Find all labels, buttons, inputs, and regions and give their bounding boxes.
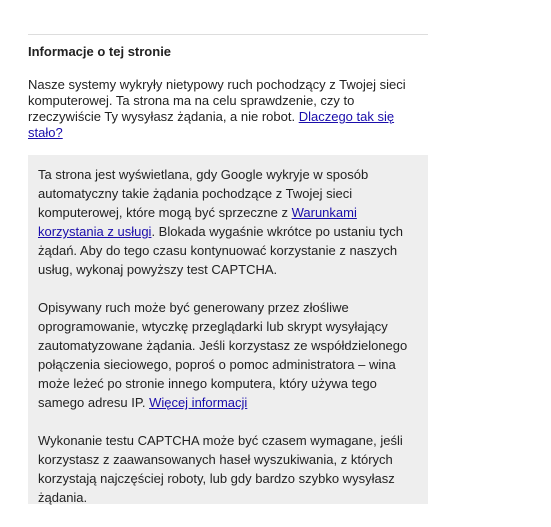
section-title: Informacje o tej stronie [28, 44, 172, 59]
intro-text: Nasze systemy wykryły nietypowy ruch pochodzący z Twojej sieci komputerowej. Ta strona ma na celu sprawdzenie, czy to rzeczywiście Ty wysyłasz żądania, a nie robot. [28, 77, 406, 124]
details-paragraph-1 [38, 165, 418, 279]
more-information-link[interactable]: Więcej informacji [149, 395, 248, 410]
details-paragraph-3: Wykonanie testu CAPTCHA może być czasem wymagane, jeśli korzystasz z zaawansowanych haseł wyszukiwania, z których korzystają najczęściej roboty, lub gdy bardzo szybko wysyłasz żądania. [38, 433, 403, 505]
terms-of-service-link[interactable]: Warunkami korzystania z usługi [38, 205, 357, 239]
divider [28, 34, 428, 35]
details-p1-text-after: . Blokada wygaśnie wkrótce po ustaniu tych żądań. Aby do tego czasu kontynuować korzystanie z naszych usług, wykonaj powyższy test CAPTCHA. [38, 224, 403, 277]
details-paragraph-2 [38, 298, 418, 412]
why-did-this-happen-link[interactable]: Dlaczego tak się stało? [28, 109, 395, 140]
details-panel [28, 155, 428, 504]
details-p1-text-before: Ta strona jest wyświetlana, gdy Google wykryje w sposób automatyczny takie żądania pochodzące z Twojej sieci komputerowej, które mogą być sprzeczne z [38, 167, 369, 220]
details-p2-text: Opisywany ruch może być generowany przez złośliwe oprogramowanie, wtyczkę przeglądarki lub skrypt wysyłający zautomatyzowane żądania. Jeśli korzystasz ze współdzielonego połączenia sieciowego, poproś o pomoc administratora – wina może leżeć po stronie innego komputera, który używa tego samego adresu IP. [38, 300, 408, 410]
intro-paragraph [28, 77, 428, 141]
